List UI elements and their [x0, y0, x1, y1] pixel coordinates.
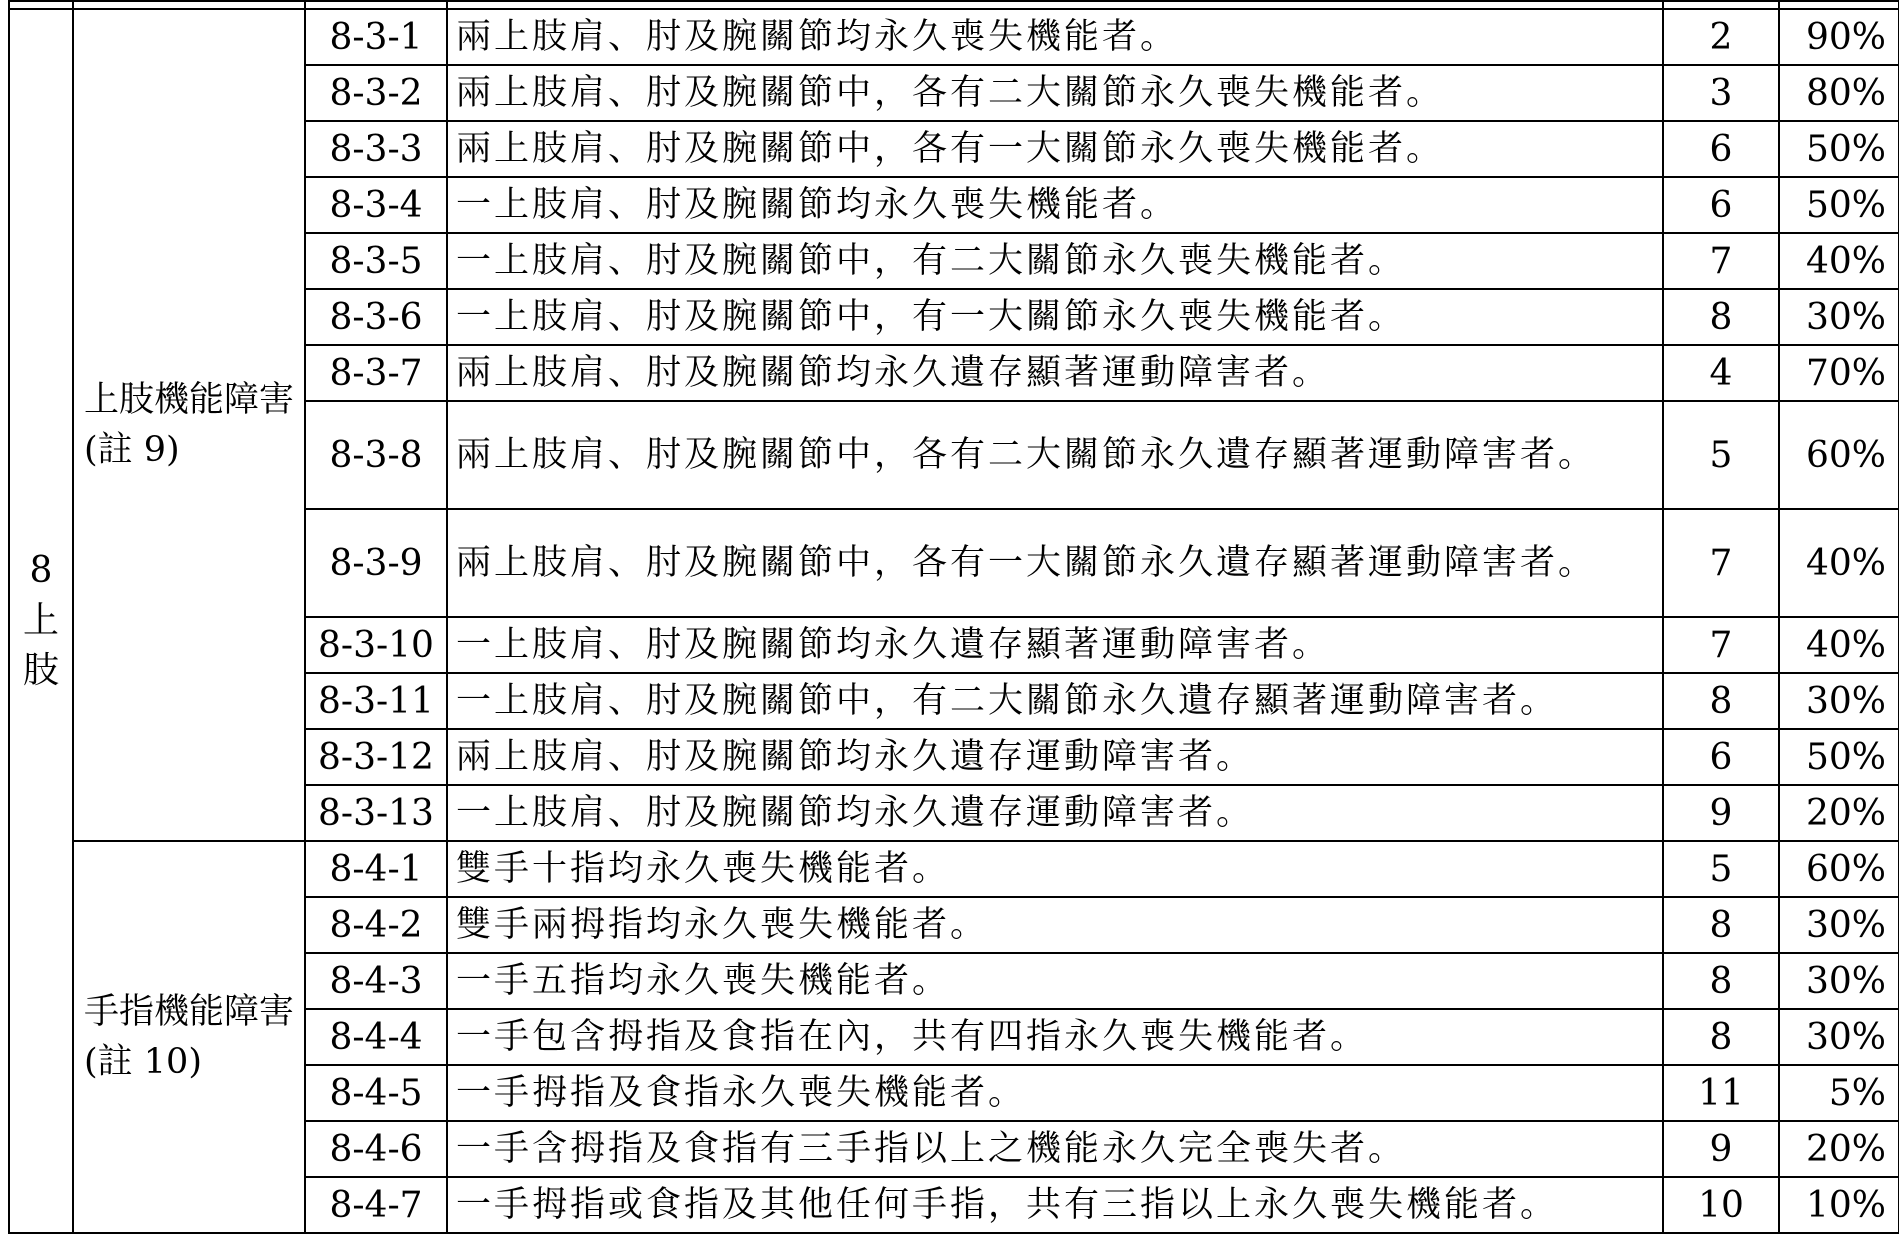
payout-percentage: 40%: [1779, 233, 1899, 289]
payout-percentage: 50%: [1779, 729, 1899, 785]
subcategory-cell: 手指機能障害(註 10): [73, 841, 305, 1233]
disability-grade: 9: [1663, 1121, 1779, 1177]
item-code: 8-3-11: [305, 673, 447, 729]
disability-grade: 8: [1663, 289, 1779, 345]
payout-percentage: 50%: [1779, 177, 1899, 233]
item-description: 一上肢肩、肘及腕關節均永久遺存顯著運動障害者。: [447, 617, 1663, 673]
item-code: 8-3-10: [305, 617, 447, 673]
top-edge-cell: [305, 1, 447, 9]
item-code: 8-4-4: [305, 1009, 447, 1065]
payout-percentage: 30%: [1779, 1009, 1899, 1065]
item-description: 兩上肢肩、肘及腕關節均永久遺存運動障害者。: [447, 729, 1663, 785]
payout-percentage: 60%: [1779, 401, 1899, 509]
item-description: 一上肢肩、肘及腕關節均永久遺存運動障害者。: [447, 785, 1663, 841]
disability-table: [8, 0, 1899, 1234]
item-description: 兩上肢肩、肘及腕關節中，各有一大關節永久喪失機能者。: [447, 121, 1663, 177]
item-code: 8-3-1: [305, 9, 447, 65]
payout-percentage: 90%: [1779, 9, 1899, 65]
disability-grade: 7: [1663, 617, 1779, 673]
disability-grade: 8: [1663, 953, 1779, 1009]
top-edge-cell: [1663, 1, 1779, 9]
item-code: 8-3-13: [305, 785, 447, 841]
category-label-char: 上: [22, 600, 59, 641]
disability-grade: 6: [1663, 121, 1779, 177]
item-code: 8-3-5: [305, 233, 447, 289]
disability-grade: 10: [1663, 1177, 1779, 1233]
payout-percentage: 60%: [1779, 841, 1899, 897]
disability-grade: 8: [1663, 673, 1779, 729]
disability-grade: 8: [1663, 897, 1779, 953]
item-code: 8-3-12: [305, 729, 447, 785]
disability-grade: 9: [1663, 785, 1779, 841]
payout-percentage: 5%: [1779, 1065, 1899, 1121]
item-description: 雙手兩拇指均永久喪失機能者。: [447, 897, 1663, 953]
payout-percentage: 50%: [1779, 121, 1899, 177]
top-edge-cell: [447, 1, 1663, 9]
item-code: 8-3-2: [305, 65, 447, 121]
item-code: 8-4-3: [305, 953, 447, 1009]
item-code: 8-4-2: [305, 897, 447, 953]
disability-grade: 6: [1663, 177, 1779, 233]
disability-grade: 6: [1663, 729, 1779, 785]
item-code: 8-3-3: [305, 121, 447, 177]
table-row: [9, 841, 1899, 897]
item-description: 一上肢肩、肘及腕關節中，有一大關節永久喪失機能者。: [447, 289, 1663, 345]
category-cell: [9, 9, 73, 1233]
payout-percentage: 30%: [1779, 673, 1899, 729]
item-description: 兩上肢肩、肘及腕關節中，各有一大關節永久遺存顯著運動障害者。: [447, 509, 1663, 617]
item-description: 兩上肢肩、肘及腕關節中，各有二大關節永久遺存顯著運動障害者。: [447, 401, 1663, 509]
item-code: 8-4-6: [305, 1121, 447, 1177]
table-body: [9, 1, 1899, 1233]
disability-grade: 2: [1663, 9, 1779, 65]
item-description: 一手含拇指及食指有三手指以上之機能永久完全喪失者。: [447, 1121, 1663, 1177]
disability-grade: 7: [1663, 509, 1779, 617]
payout-percentage: 30%: [1779, 897, 1899, 953]
top-edge-cell: [73, 1, 305, 9]
table-row-top-edge: [9, 1, 1899, 9]
item-code: 8-3-7: [305, 345, 447, 401]
item-description: 兩上肢肩、肘及腕關節中，各有二大關節永久喪失機能者。: [447, 65, 1663, 121]
disability-grade: 8: [1663, 1009, 1779, 1065]
top-edge-cell: [1779, 1, 1899, 9]
payout-percentage: 40%: [1779, 617, 1899, 673]
item-description: 雙手十指均永久喪失機能者。: [447, 841, 1663, 897]
payout-percentage: 30%: [1779, 953, 1899, 1009]
item-description: 一上肢肩、肘及腕關節中，有二大關節永久遺存顯著運動障害者。: [447, 673, 1663, 729]
payout-percentage: 20%: [1779, 1121, 1899, 1177]
disability-grade: 11: [1663, 1065, 1779, 1121]
item-description: 兩上肢肩、肘及腕關節均永久遺存顯著運動障害者。: [447, 345, 1663, 401]
item-code: 8-3-9: [305, 509, 447, 617]
item-code: 8-4-7: [305, 1177, 447, 1233]
item-code: 8-3-6: [305, 289, 447, 345]
disability-grade: 4: [1663, 345, 1779, 401]
payout-percentage: 80%: [1779, 65, 1899, 121]
disability-grade: 7: [1663, 233, 1779, 289]
payout-percentage: 30%: [1779, 289, 1899, 345]
disability-grade: 3: [1663, 65, 1779, 121]
payout-percentage: 10%: [1779, 1177, 1899, 1233]
disability-grade: 5: [1663, 401, 1779, 509]
item-code: 8-4-5: [305, 1065, 447, 1121]
category-number: 8: [29, 550, 53, 591]
item-description: 一上肢肩、肘及腕關節均永久喪失機能者。: [447, 177, 1663, 233]
item-description: 兩上肢肩、肘及腕關節均永久喪失機能者。: [447, 9, 1663, 65]
item-description: 一上肢肩、肘及腕關節中，有二大關節永久喪失機能者。: [447, 233, 1663, 289]
table-row: [9, 9, 1899, 65]
item-description: 一手拇指及食指永久喪失機能者。: [447, 1065, 1663, 1121]
subcategory-cell: 上肢機能障害(註 9): [73, 9, 305, 841]
disability-grade: 5: [1663, 841, 1779, 897]
payout-percentage: 40%: [1779, 509, 1899, 617]
payout-percentage: 70%: [1779, 345, 1899, 401]
top-edge-cell: [9, 1, 73, 9]
payout-percentage: 20%: [1779, 785, 1899, 841]
category-label-char: 肢: [22, 650, 59, 691]
item-code: 8-3-8: [305, 401, 447, 509]
item-description: 一手拇指或食指及其他任何手指，共有三指以上永久喪失機能者。: [447, 1177, 1663, 1233]
item-description: 一手包含拇指及食指在內，共有四指永久喪失機能者。: [447, 1009, 1663, 1065]
item-code: 8-3-4: [305, 177, 447, 233]
item-description: 一手五指均永久喪失機能者。: [447, 953, 1663, 1009]
item-code: 8-4-1: [305, 841, 447, 897]
